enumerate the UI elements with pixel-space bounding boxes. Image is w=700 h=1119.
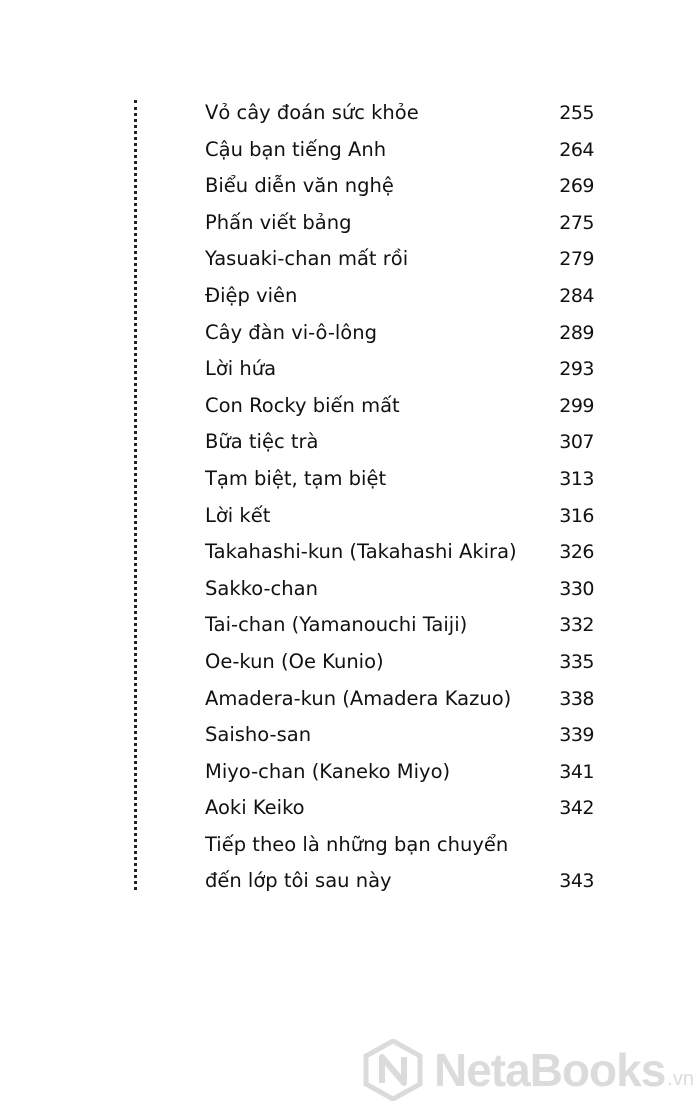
toc-entry-page-number: 313 xyxy=(559,467,594,490)
table-of-contents xyxy=(205,98,600,903)
toc-entry-title: Tai-chan (Yamanouchi Taiji) xyxy=(205,613,468,637)
toc-entry-page-number: 316 xyxy=(559,504,594,527)
toc-entry-title: Oe-kun (Oe Kunio) xyxy=(205,649,384,673)
toc-entry-page-number: 284 xyxy=(559,284,594,307)
toc-entry-page-number: 342 xyxy=(559,797,594,820)
toc-entry-page-number: 275 xyxy=(559,211,594,234)
toc-entry xyxy=(205,318,600,355)
toc-entry-page-number: 279 xyxy=(559,248,594,271)
toc-entry xyxy=(205,244,600,281)
toc-entry xyxy=(205,793,600,830)
toc-entry-page-number: 341 xyxy=(559,760,594,783)
toc-entry-page-number: 293 xyxy=(559,358,594,381)
toc-entry xyxy=(205,684,600,721)
toc-entry-title: Sakko-chan xyxy=(205,576,318,600)
toc-entry-title: Saisho-san xyxy=(205,723,312,747)
toc-entry xyxy=(205,720,600,757)
toc-entry-page-number: 289 xyxy=(559,321,594,344)
toc-entry xyxy=(205,757,600,794)
toc-entry xyxy=(205,427,600,464)
toc-entry-page-number: 269 xyxy=(559,175,594,198)
toc-entry xyxy=(205,464,600,501)
toc-entry xyxy=(205,537,600,574)
toc-entry-title: Lời hứa xyxy=(205,357,277,381)
toc-entry-title: Miyo-chan (Kaneko Miyo) xyxy=(205,759,451,783)
toc-entry xyxy=(205,610,600,647)
toc-entry-title: Phấn viết bảng xyxy=(205,210,352,234)
toc-entry xyxy=(205,354,600,391)
toc-entry-title: Bữa tiệc trà xyxy=(205,430,319,454)
toc-entry xyxy=(205,171,600,208)
watermark xyxy=(362,1035,694,1105)
toc-entry-title: Lời kết xyxy=(205,503,271,527)
toc-entry xyxy=(205,281,600,318)
toc-entry-page-number: 343 xyxy=(559,870,594,893)
toc-entry-page-number: 332 xyxy=(559,614,594,637)
toc-entry-title: Tạm biệt, tạm biệt xyxy=(205,466,387,490)
toc-entry-title: Aoki Keiko xyxy=(205,796,305,820)
toc-entry-title: Vỏ cây đoán sức khỏe xyxy=(205,101,419,124)
dotted-margin-rule xyxy=(134,100,137,890)
toc-entry-title: Biểu diễn văn nghệ xyxy=(205,174,394,198)
toc-entry xyxy=(205,647,600,684)
netabooks-n-logo-icon xyxy=(362,1039,424,1101)
toc-entry xyxy=(205,574,600,611)
toc-entry-page-number: 307 xyxy=(559,431,594,454)
toc-entry-page-number: 299 xyxy=(559,394,594,417)
toc-entry-list xyxy=(205,98,600,830)
toc-entry-title: Điệp viên xyxy=(205,283,298,307)
toc-entry xyxy=(205,98,600,135)
toc-entry-page-number: 339 xyxy=(559,724,594,747)
toc-entry-title: Cậu bạn tiếng Anh xyxy=(205,137,387,161)
toc-entry-page-number: 335 xyxy=(559,650,594,673)
toc-entry-title: Con Rocky biến mất xyxy=(205,393,400,417)
toc-entry-page-number: 264 xyxy=(559,138,594,161)
toc-entry-page-number: 330 xyxy=(559,577,594,600)
toc-entry-title: Cây đàn vi-ô-lông xyxy=(205,320,377,344)
toc-entry-title: Amadera-kun (Amadera Kazuo) xyxy=(205,686,512,710)
toc-entry-title: đến lớp tôi sau này xyxy=(205,869,392,893)
toc-entry xyxy=(205,501,600,538)
watermark-text: NetaBooks xyxy=(434,1044,666,1096)
toc-entry-title: Tiếp theo là những bạn chuyển xyxy=(205,832,509,856)
toc-entry-page-number: 326 xyxy=(559,541,594,564)
toc-entry xyxy=(205,830,600,867)
toc-entry xyxy=(205,135,600,172)
watermark-suffix: .vn xyxy=(667,1067,694,1090)
toc-entry-title: Yasuaki-chan mất rồi xyxy=(205,247,409,271)
toc-entry xyxy=(205,391,600,428)
toc-entry xyxy=(205,208,600,245)
toc-entry-title: Takahashi-kun (Takahashi Akira) xyxy=(205,540,517,564)
toc-entry xyxy=(205,866,600,903)
toc-entry-page-number: 255 xyxy=(559,102,594,124)
toc-entry-page-number: 338 xyxy=(559,687,594,710)
